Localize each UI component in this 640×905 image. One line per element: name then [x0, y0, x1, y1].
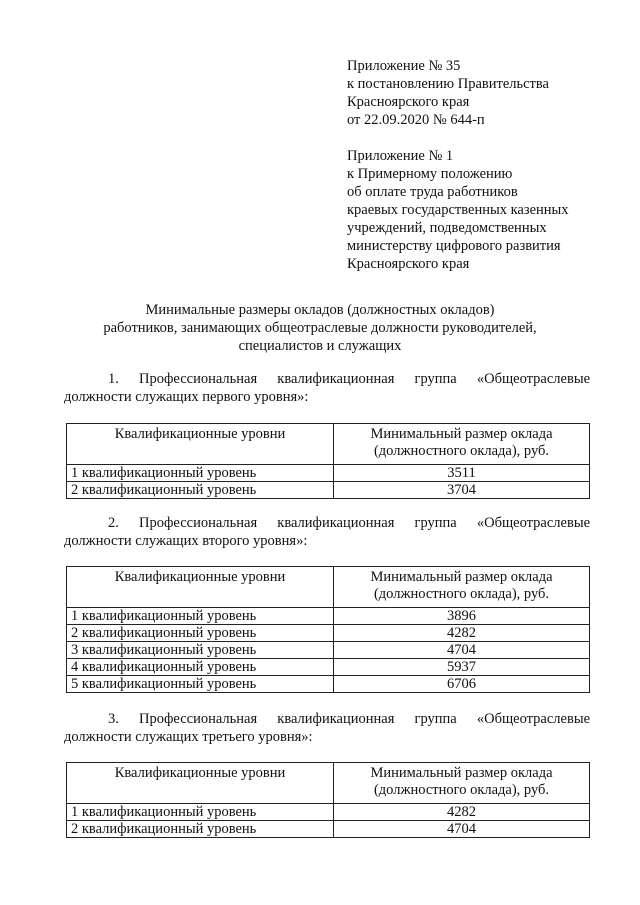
section-heading-line: должности служащих первого уровня»:: [64, 389, 309, 405]
section-heading-line: 3. Профессиональная квалификационная группа «Общеотраслевые: [108, 711, 590, 727]
appendix-line: Красноярского края: [347, 256, 470, 272]
appendix-line: Приложение № 1: [347, 148, 454, 164]
value-cell: 6706: [334, 676, 590, 693]
header-salary: Минимальный размер оклада (должностного оклада), руб.: [334, 763, 590, 804]
value-cell: 4704: [334, 642, 590, 659]
section-2-heading: [64, 514, 590, 550]
value-cell: 3704: [334, 482, 590, 499]
level-cell: 2 квалификационный уровень: [67, 482, 334, 499]
header-salary: Минимальный размер оклада (должностного оклада), руб.: [334, 424, 590, 465]
level-cell: 1 квалификационный уровень: [67, 804, 334, 821]
header-salary: Минимальный размер оклада (должностного оклада), руб.: [334, 567, 590, 608]
appendix-header: [347, 57, 569, 273]
header-levels: Квалификационные уровни: [67, 763, 334, 804]
section-heading-line: должности служащих второго уровня»:: [64, 533, 308, 549]
section-heading-line: должности служащих третьего уровня»:: [64, 729, 313, 745]
header-levels: Квалификационные уровни: [67, 567, 334, 608]
level-cell: 2 квалификационный уровень: [67, 625, 334, 642]
level-cell: 1 квалификационный уровень: [67, 608, 334, 625]
section-heading-line: 2. Профессиональная квалификационная группа «Общеотраслевые: [108, 515, 590, 531]
table-row: [67, 482, 590, 499]
appendix-line: к постановлению Правительства: [347, 76, 549, 92]
appendix-line: Приложение № 35: [347, 58, 461, 74]
table-row: [67, 804, 590, 821]
level-cell: 3 квалификационный уровень: [67, 642, 334, 659]
appendix-line: краевых государственных казенных: [347, 202, 569, 218]
level-cell: 4 квалификационный уровень: [67, 659, 334, 676]
value-cell: 5937: [334, 659, 590, 676]
section-heading-line: 1. Профессиональная квалификационная группа «Общеотраслевые: [108, 371, 590, 387]
header-levels: Квалификационные уровни: [67, 424, 334, 465]
appendix-line: об оплате труда работников: [347, 184, 518, 200]
table-header-row: [67, 567, 590, 608]
table-row: [67, 625, 590, 642]
value-cell: 4704: [334, 821, 590, 838]
salary-table-3: [66, 762, 590, 838]
table-row: [67, 821, 590, 838]
value-cell: 3511: [334, 465, 590, 482]
appendix-line: к Примерному положению: [347, 166, 513, 182]
table-header-row: [67, 763, 590, 804]
salary-table-1: [66, 423, 590, 499]
level-cell: 1 квалификационный уровень: [67, 465, 334, 482]
table-row: [67, 642, 590, 659]
appendix-line: от 22.09.2020 № 644-п: [347, 112, 485, 128]
appendix-line: министерству цифрового развития: [347, 238, 561, 254]
level-cell: 5 квалификационный уровень: [67, 676, 334, 693]
salary-table-2: [66, 566, 590, 693]
value-cell: 4282: [334, 625, 590, 642]
title-line: работников, занимающих общеотраслевые должности руководителей,: [103, 320, 537, 336]
level-cell: 2 квалификационный уровень: [67, 821, 334, 838]
appendix-line: учреждений, подведомственных: [347, 220, 547, 236]
section-3-heading: [64, 710, 590, 746]
title-line: специалистов и служащих: [238, 338, 402, 354]
table-row: [67, 659, 590, 676]
appendix-line: Красноярского края: [347, 94, 470, 110]
value-cell: 4282: [334, 804, 590, 821]
table-row: [67, 465, 590, 482]
title-line: Минимальные размеры окладов (должностных окладов): [145, 302, 495, 318]
section-1-heading: [64, 370, 590, 406]
table-header-row: [67, 424, 590, 465]
document-title: [64, 301, 576, 355]
value-cell: 3896: [334, 608, 590, 625]
table-row: [67, 676, 590, 693]
table-row: [67, 608, 590, 625]
